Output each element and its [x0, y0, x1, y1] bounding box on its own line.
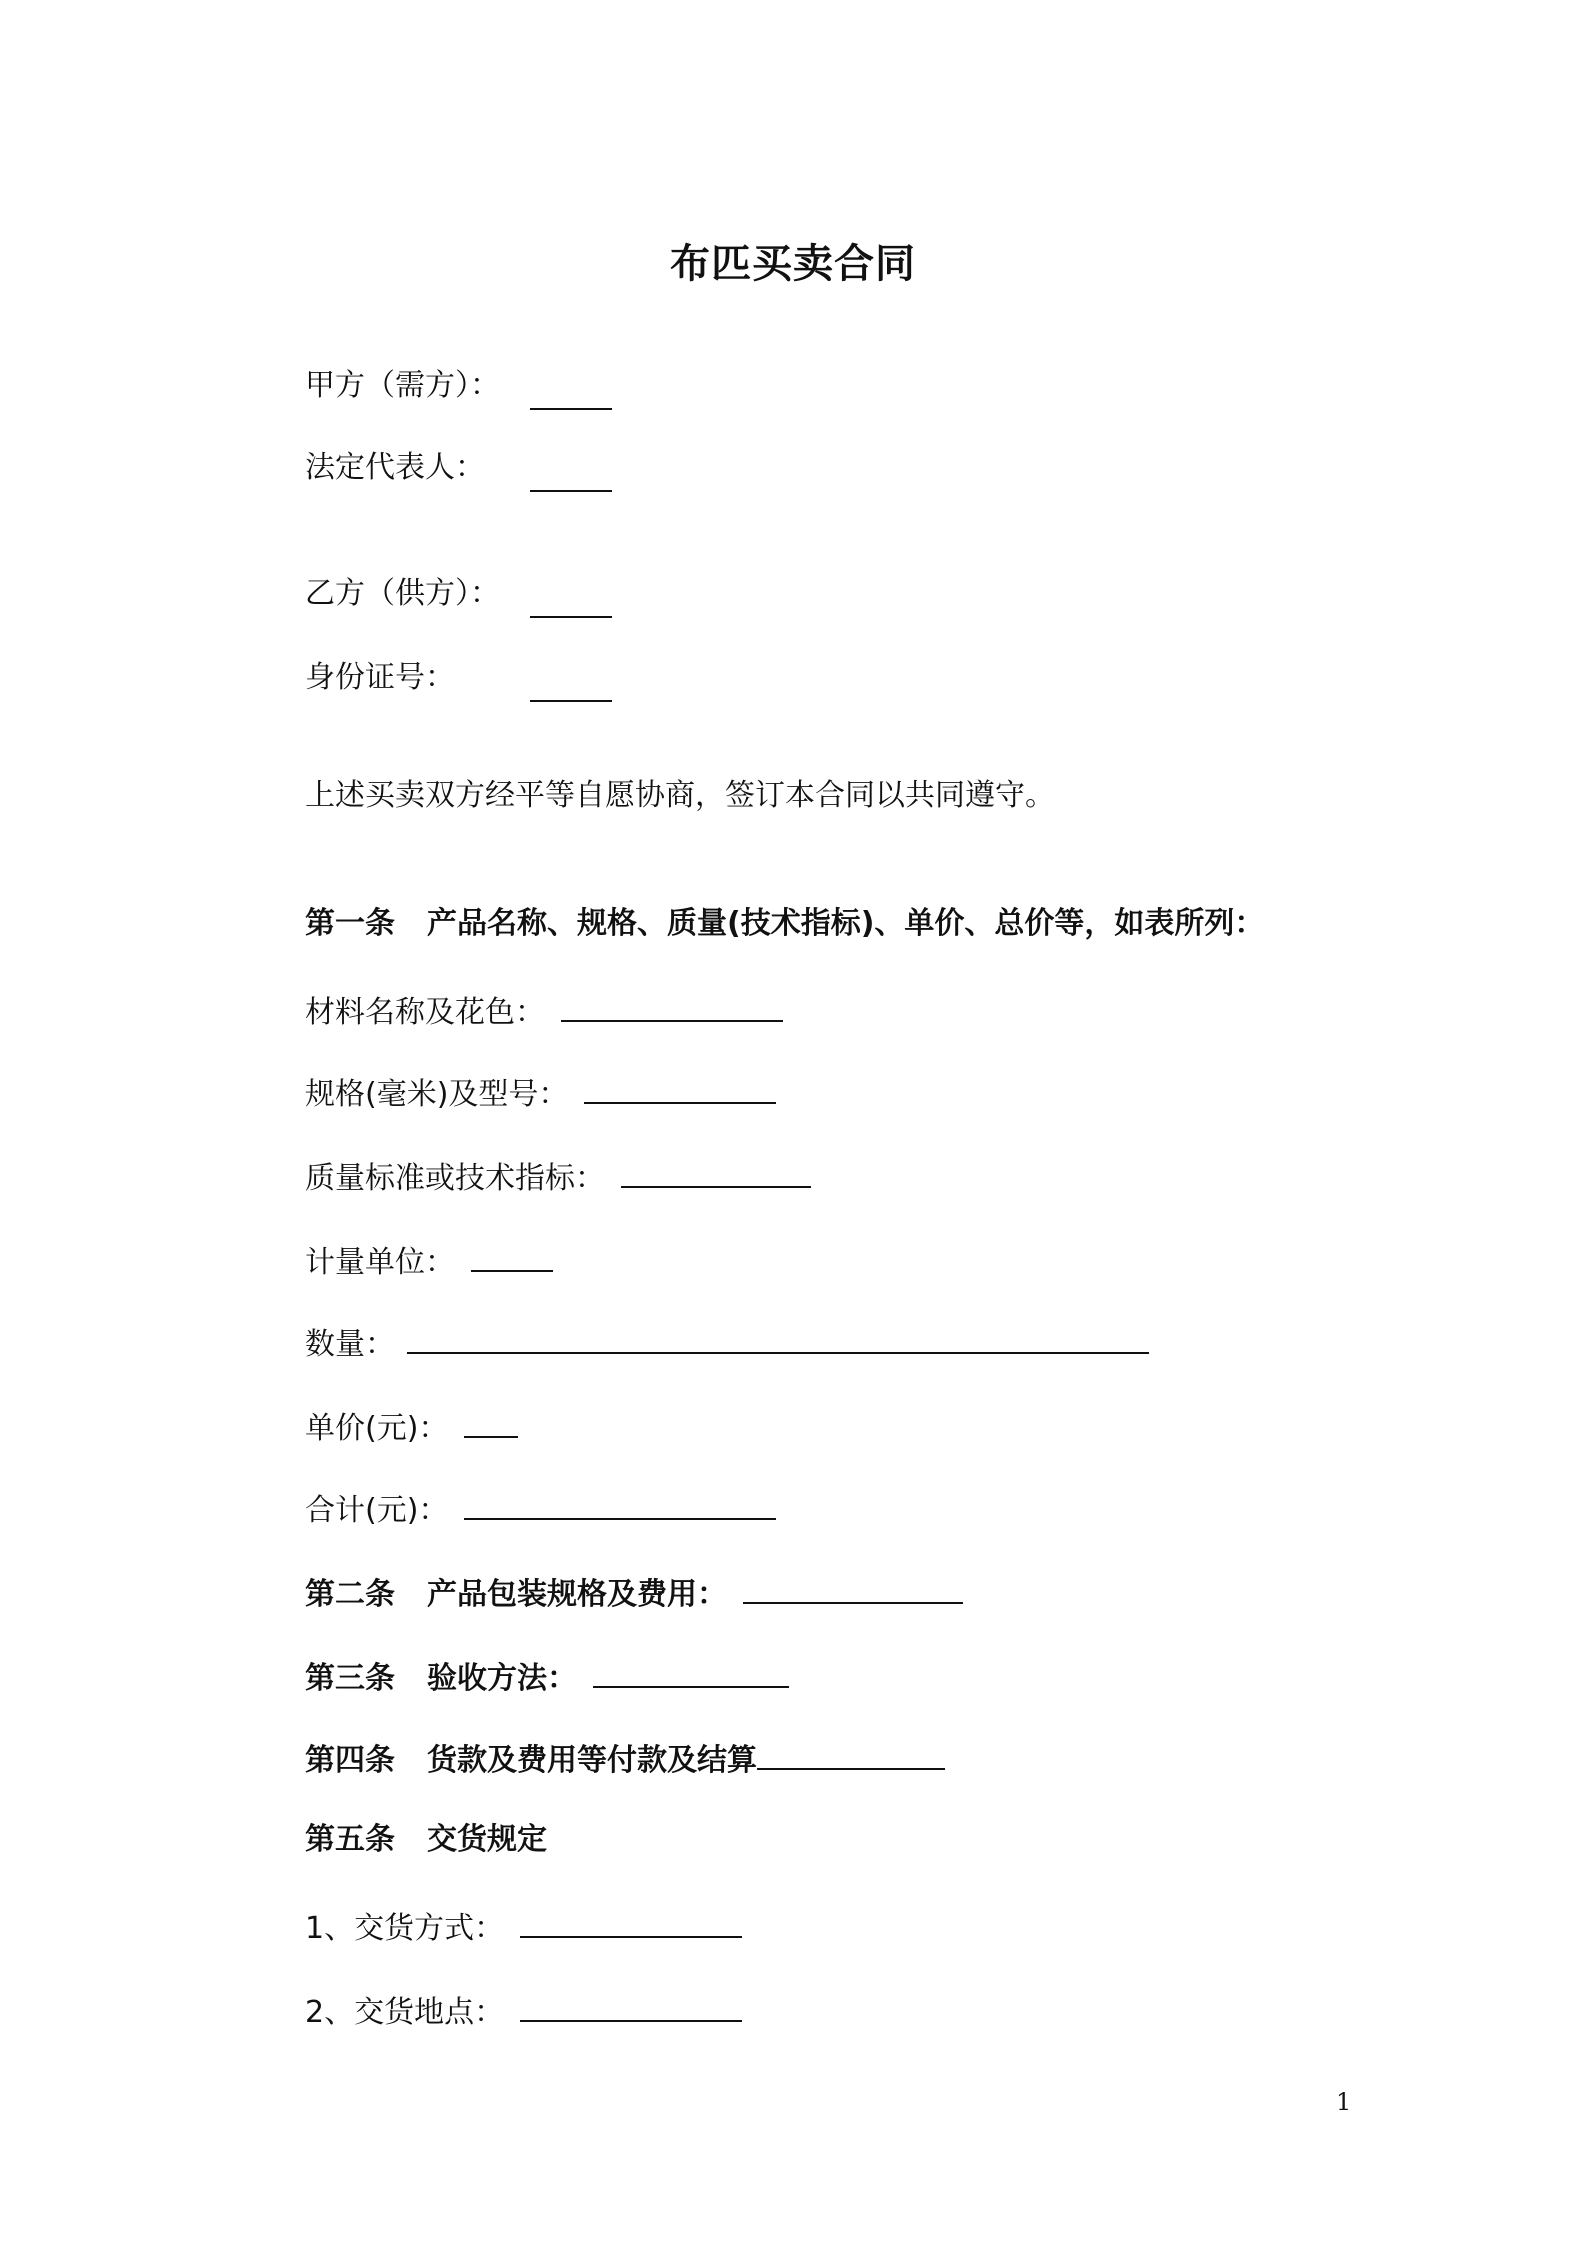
document-title: 布匹买卖合同 [670, 241, 916, 287]
unit-blank[interactable] [471, 1240, 553, 1272]
material-name-blank[interactable] [561, 990, 783, 1022]
article-1-title: 产品名称、规格、质量(技术指标)、单价、总价等，如表所列： [427, 906, 1265, 941]
party-a-blank[interactable] [530, 378, 612, 410]
quality-label: 质量标准或技术指标： [305, 1161, 605, 1196]
unit-price-label: 单价(元)： [305, 1411, 449, 1446]
delivery-method-blank[interactable] [520, 1906, 742, 1938]
article-4-blank[interactable] [757, 1738, 945, 1770]
quantity-blank[interactable] [407, 1322, 1149, 1354]
article-4-number: 第四条 [305, 1743, 395, 1778]
article-3-blank[interactable] [593, 1656, 789, 1688]
id-number-line [305, 656, 455, 700]
party-b-blank[interactable] [530, 586, 612, 618]
spec-model-blank[interactable] [584, 1072, 776, 1104]
unit-price-line [305, 1406, 518, 1450]
spec-model-line [305, 1072, 776, 1116]
party-a-line [305, 364, 500, 408]
delivery-location-blank[interactable] [520, 1990, 742, 2022]
party-b-line [305, 572, 500, 616]
article-1-number: 第一条 [305, 906, 395, 941]
intro-text: 上述买卖双方经平等自愿协商，签订本合同以共同遵守。 [305, 778, 1055, 813]
unit-line [305, 1240, 553, 1284]
delivery-method-line [305, 1906, 742, 1950]
article-4-heading [305, 1738, 945, 1782]
delivery-location-label: 2、交货地点： [305, 1995, 505, 2030]
spec-model-label: 规格(毫米)及型号： [305, 1077, 569, 1112]
party-a-label: 甲方（需方）： [305, 368, 500, 403]
article-1-heading [305, 902, 1264, 946]
article-5-title: 交货规定 [427, 1822, 547, 1857]
total-label: 合计(元)： [305, 1493, 449, 1528]
unit-price-blank[interactable] [464, 1406, 518, 1438]
legal-rep-label: 法定代表人： [305, 450, 485, 485]
article-3-heading [305, 1656, 789, 1700]
id-number-label: 身份证号： [305, 660, 455, 695]
article-3-number: 第三条 [305, 1661, 395, 1696]
article-2-blank[interactable] [743, 1572, 963, 1604]
total-line [305, 1488, 776, 1532]
delivery-location-line [305, 1990, 742, 2034]
page-number: 1 [1336, 2088, 1352, 2116]
total-blank[interactable] [464, 1488, 776, 1520]
quantity-line [305, 1322, 1149, 1366]
quality-line [305, 1156, 811, 1200]
legal-rep-line [305, 446, 485, 490]
quantity-label: 数量： [305, 1327, 395, 1362]
quality-blank[interactable] [621, 1156, 811, 1188]
unit-label: 计量单位： [305, 1245, 455, 1280]
delivery-method-label: 1、交货方式： [305, 1911, 505, 1946]
legal-rep-blank[interactable] [530, 460, 612, 492]
article-4-title: 货款及费用等付款及结算 [427, 1743, 757, 1778]
article-5-number: 第五条 [305, 1822, 395, 1857]
material-name-line [305, 990, 783, 1034]
article-2-title: 产品包装规格及费用： [427, 1577, 727, 1612]
party-b-label: 乙方（供方）： [305, 576, 500, 611]
article-3-title: 验收方法： [427, 1661, 577, 1696]
article-2-number: 第二条 [305, 1577, 395, 1612]
article-5-heading [305, 1818, 547, 1862]
material-name-label: 材料名称及花色： [305, 995, 545, 1030]
id-number-blank[interactable] [530, 670, 612, 702]
article-2-heading [305, 1572, 963, 1616]
